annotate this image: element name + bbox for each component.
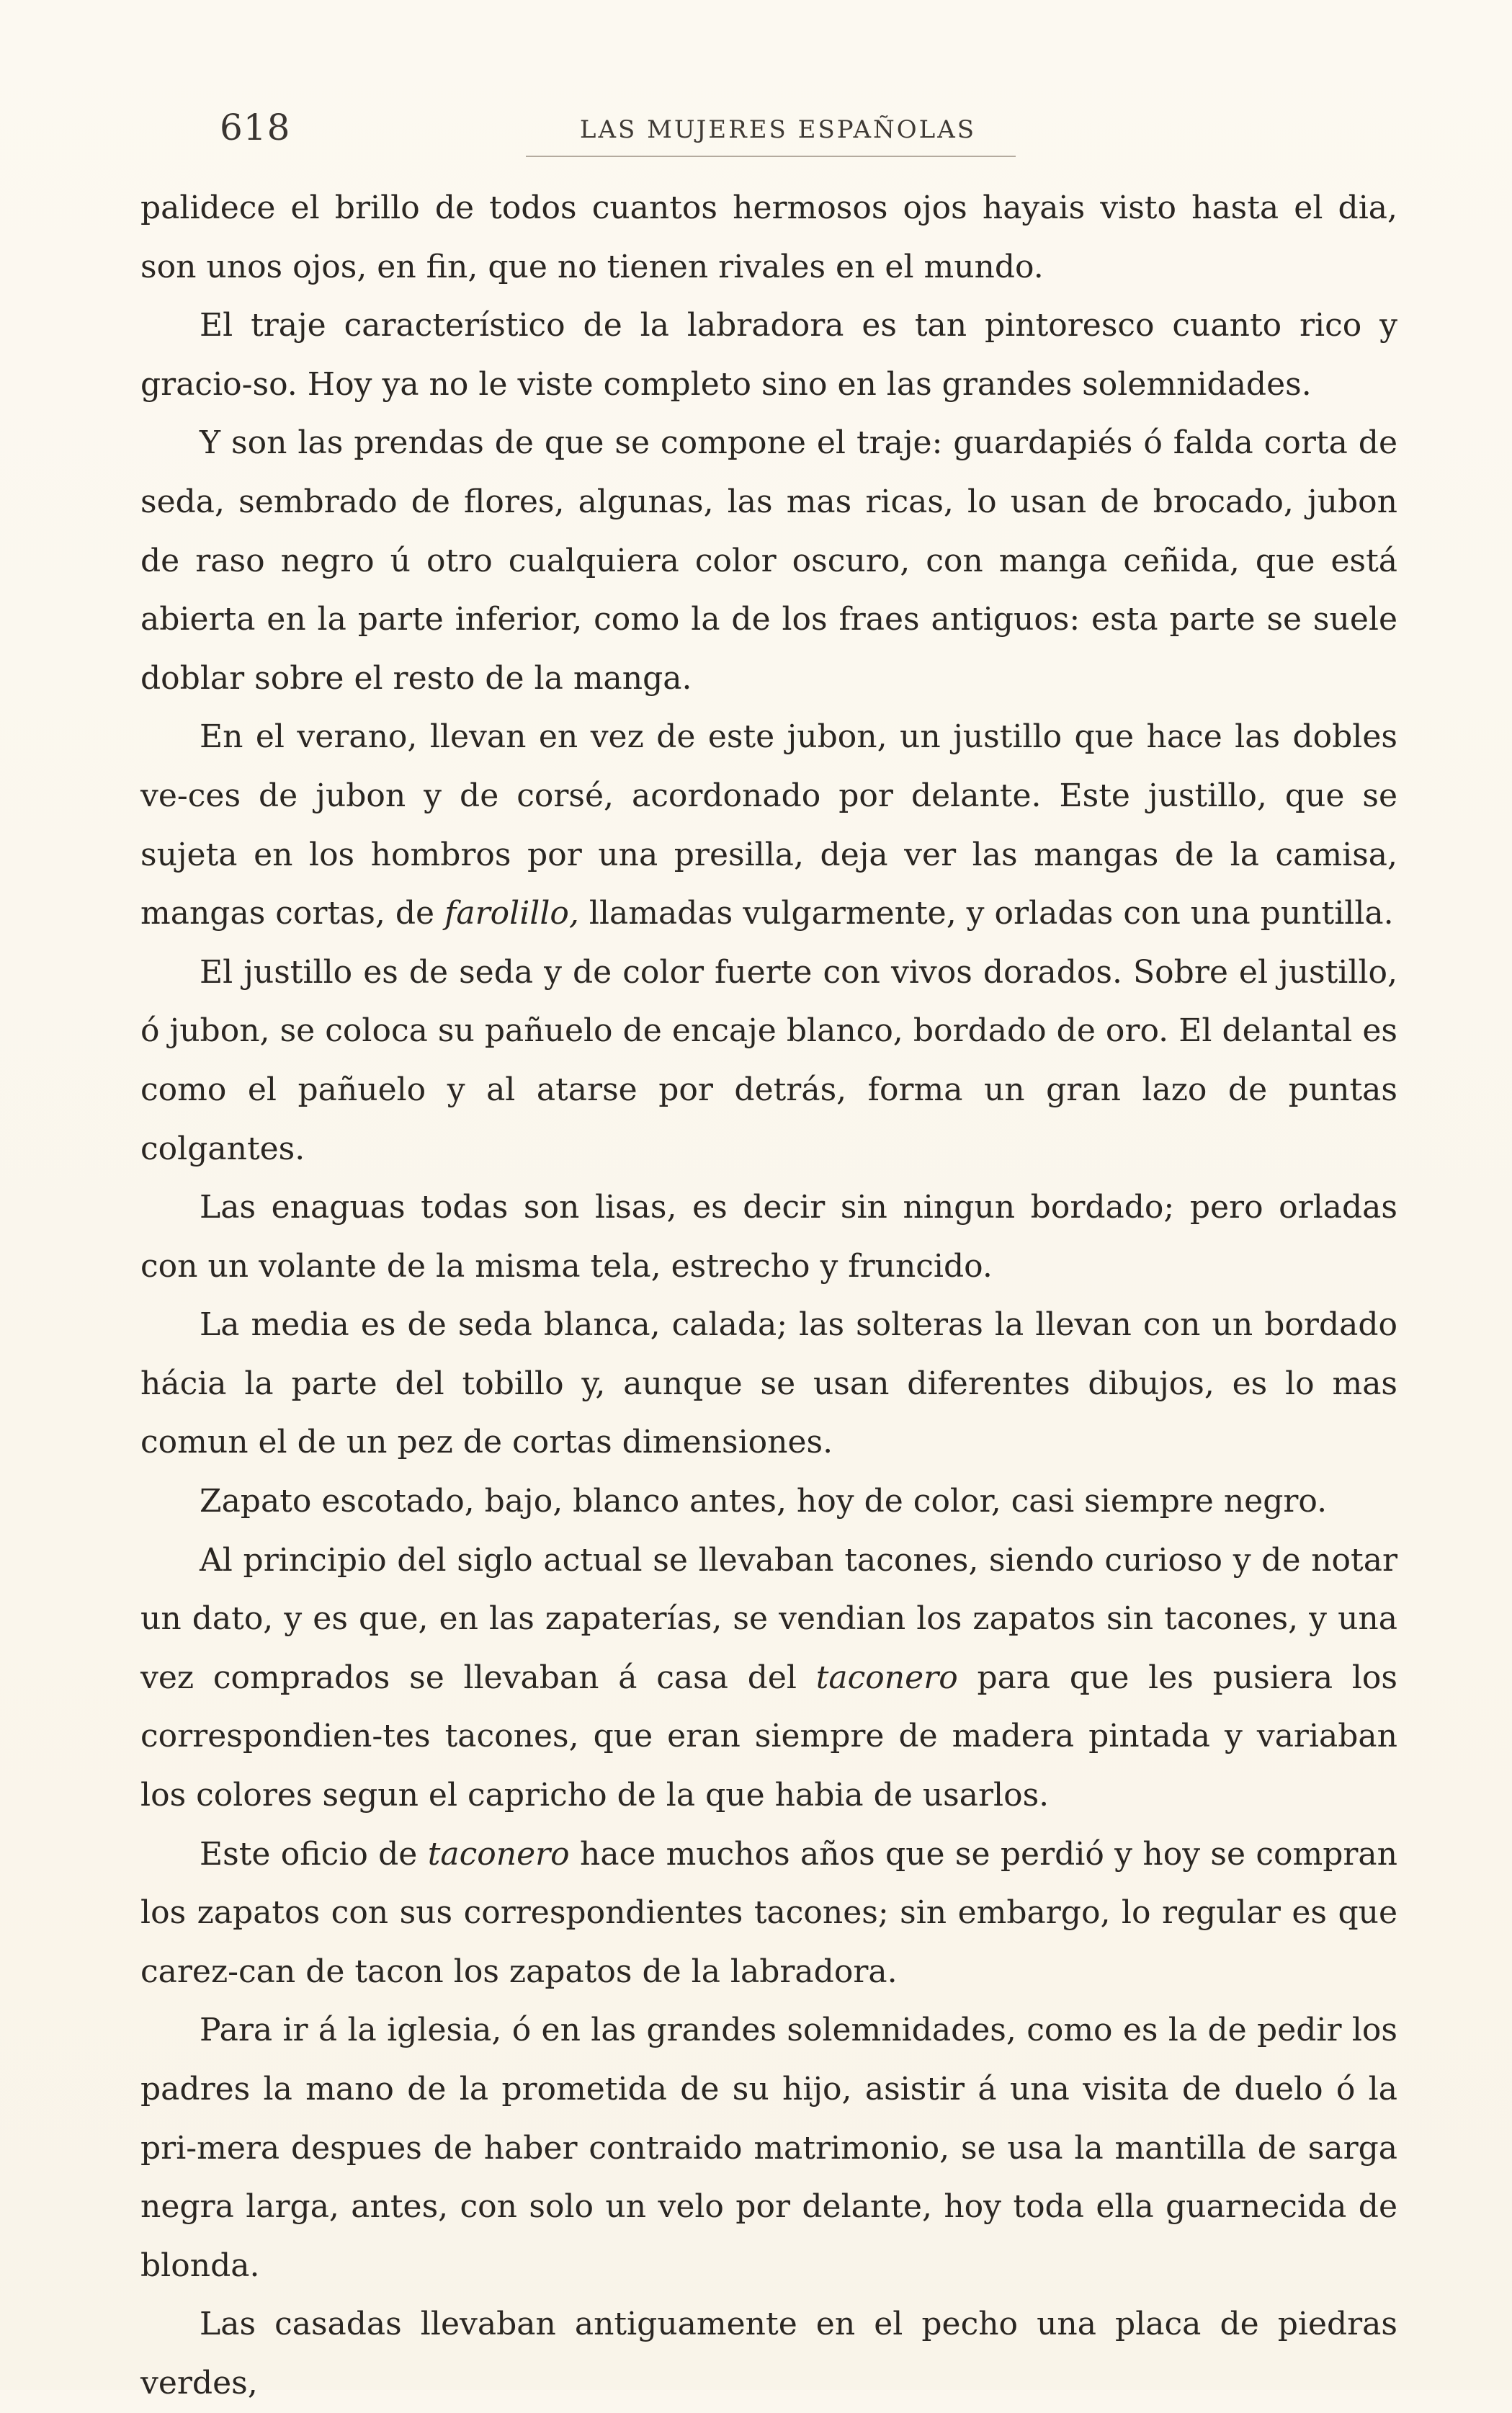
running-title: LAS MUJERES ESPAÑOLAS [579, 115, 977, 144]
paragraph: Este oficio de taconero hace muchos años que se perdió y hoy se compran los zapatos con sus correspondientes tacones; sin embargo, lo regular es que carez-can de tacon los zapatos de la labradora. [140, 1835, 1397, 1990]
header-rule [526, 156, 1016, 157]
italic-term: taconero [815, 1659, 958, 1696]
paragraph: El justillo es de seda y de color fuerte con vivos dorados. Sobre el justillo, ó jubon, se coloca su pañuelo de encaje blanco, bordado de oro. El delantal es como el pañuelo y al atarse por detrás, forma un gran lazo de puntas colgantes. [140, 953, 1397, 1167]
paragraph: Zapato escotado, bajo, blanco antes, hoy de color, casi siempre negro. [200, 1483, 1328, 1520]
italic-term: taconero [427, 1835, 570, 1873]
running-header [0, 0, 1512, 187]
paragraph: palidece el brillo de todos cuantos hermosos ojos hayais visto hasta el dia, son unos ojos, en fin, que no tienen rivales en el mundo. [140, 189, 1397, 285]
paragraph: Las enaguas todas son lisas, es decir sin ningun bordado; pero orladas con un volante de la misma tela, estrecho y fruncido. [140, 1189, 1397, 1285]
paragraph: Las casadas llevaban antiguamente en el pecho una placa de piedras verdes, [140, 2306, 1397, 2401]
paragraph: El traje característico de la labradora es tan pintoresco cuanto rico y gracio-so. Hoy ya no le viste completo sino en las grandes solemnidades. [140, 307, 1397, 403]
paragraph: En el verano, llevan en vez de este jubon, un justillo que hace las dobles ve-ces de jubon y de corsé, acordonado por delante. Este justillo, que se sujeta en los hombros por una presilla, deja ver las mangas de la camisa, mangas cortas, de farolillo, llamadas vulgarmente, y orladas con una puntilla. [140, 718, 1397, 932]
italic-term: farolillo, [444, 895, 579, 932]
page-number: 618 [220, 107, 291, 148]
paragraph: Para ir á la iglesia, ó en las grandes solemnidades, como es la de pedir los padres la mano de la prometida de su hijo, asistir á una visita de duelo ó la pri-mera despues de haber contraido matrimonio, se usa la mantilla de sarga negra larga, antes, con solo un velo por delante, hoy toda ella guarnecida de blonda. [140, 2012, 1397, 2284]
body-text [140, 179, 1397, 2413]
paragraph: La media es de seda blanca, calada; las solteras la llevan con un bordado hácia la parte del tobillo y, aunque se usan diferentes dibujos, es lo mas comun el de un pez de cortas dimensiones. [140, 1306, 1397, 1461]
paragraph: Y son las prendas de que se compone el traje: guardapiés ó falda corta de seda, sembrado de flores, algunas, las mas ricas, lo usan de brocado, jubon de raso negro ú otro cualquiera color oscuro, con manga ceñida, que está abierta en la parte inferior, como la de los fraes antiguos: esta parte se suele doblar sobre el resto de la manga. [140, 424, 1397, 697]
paragraph: Al principio del siglo actual se llevaban tacones, siendo curioso y de notar un dato, y es que, en las zapaterías, se vendian los zapatos sin tacones, y una vez comprados se llevaban á casa del taconero para que les pusiera los correspondien-tes tacones, que eran siempre de madera pintada y variaban los colores segun el capricho de la que habia de usarlos. [140, 1541, 1397, 1814]
